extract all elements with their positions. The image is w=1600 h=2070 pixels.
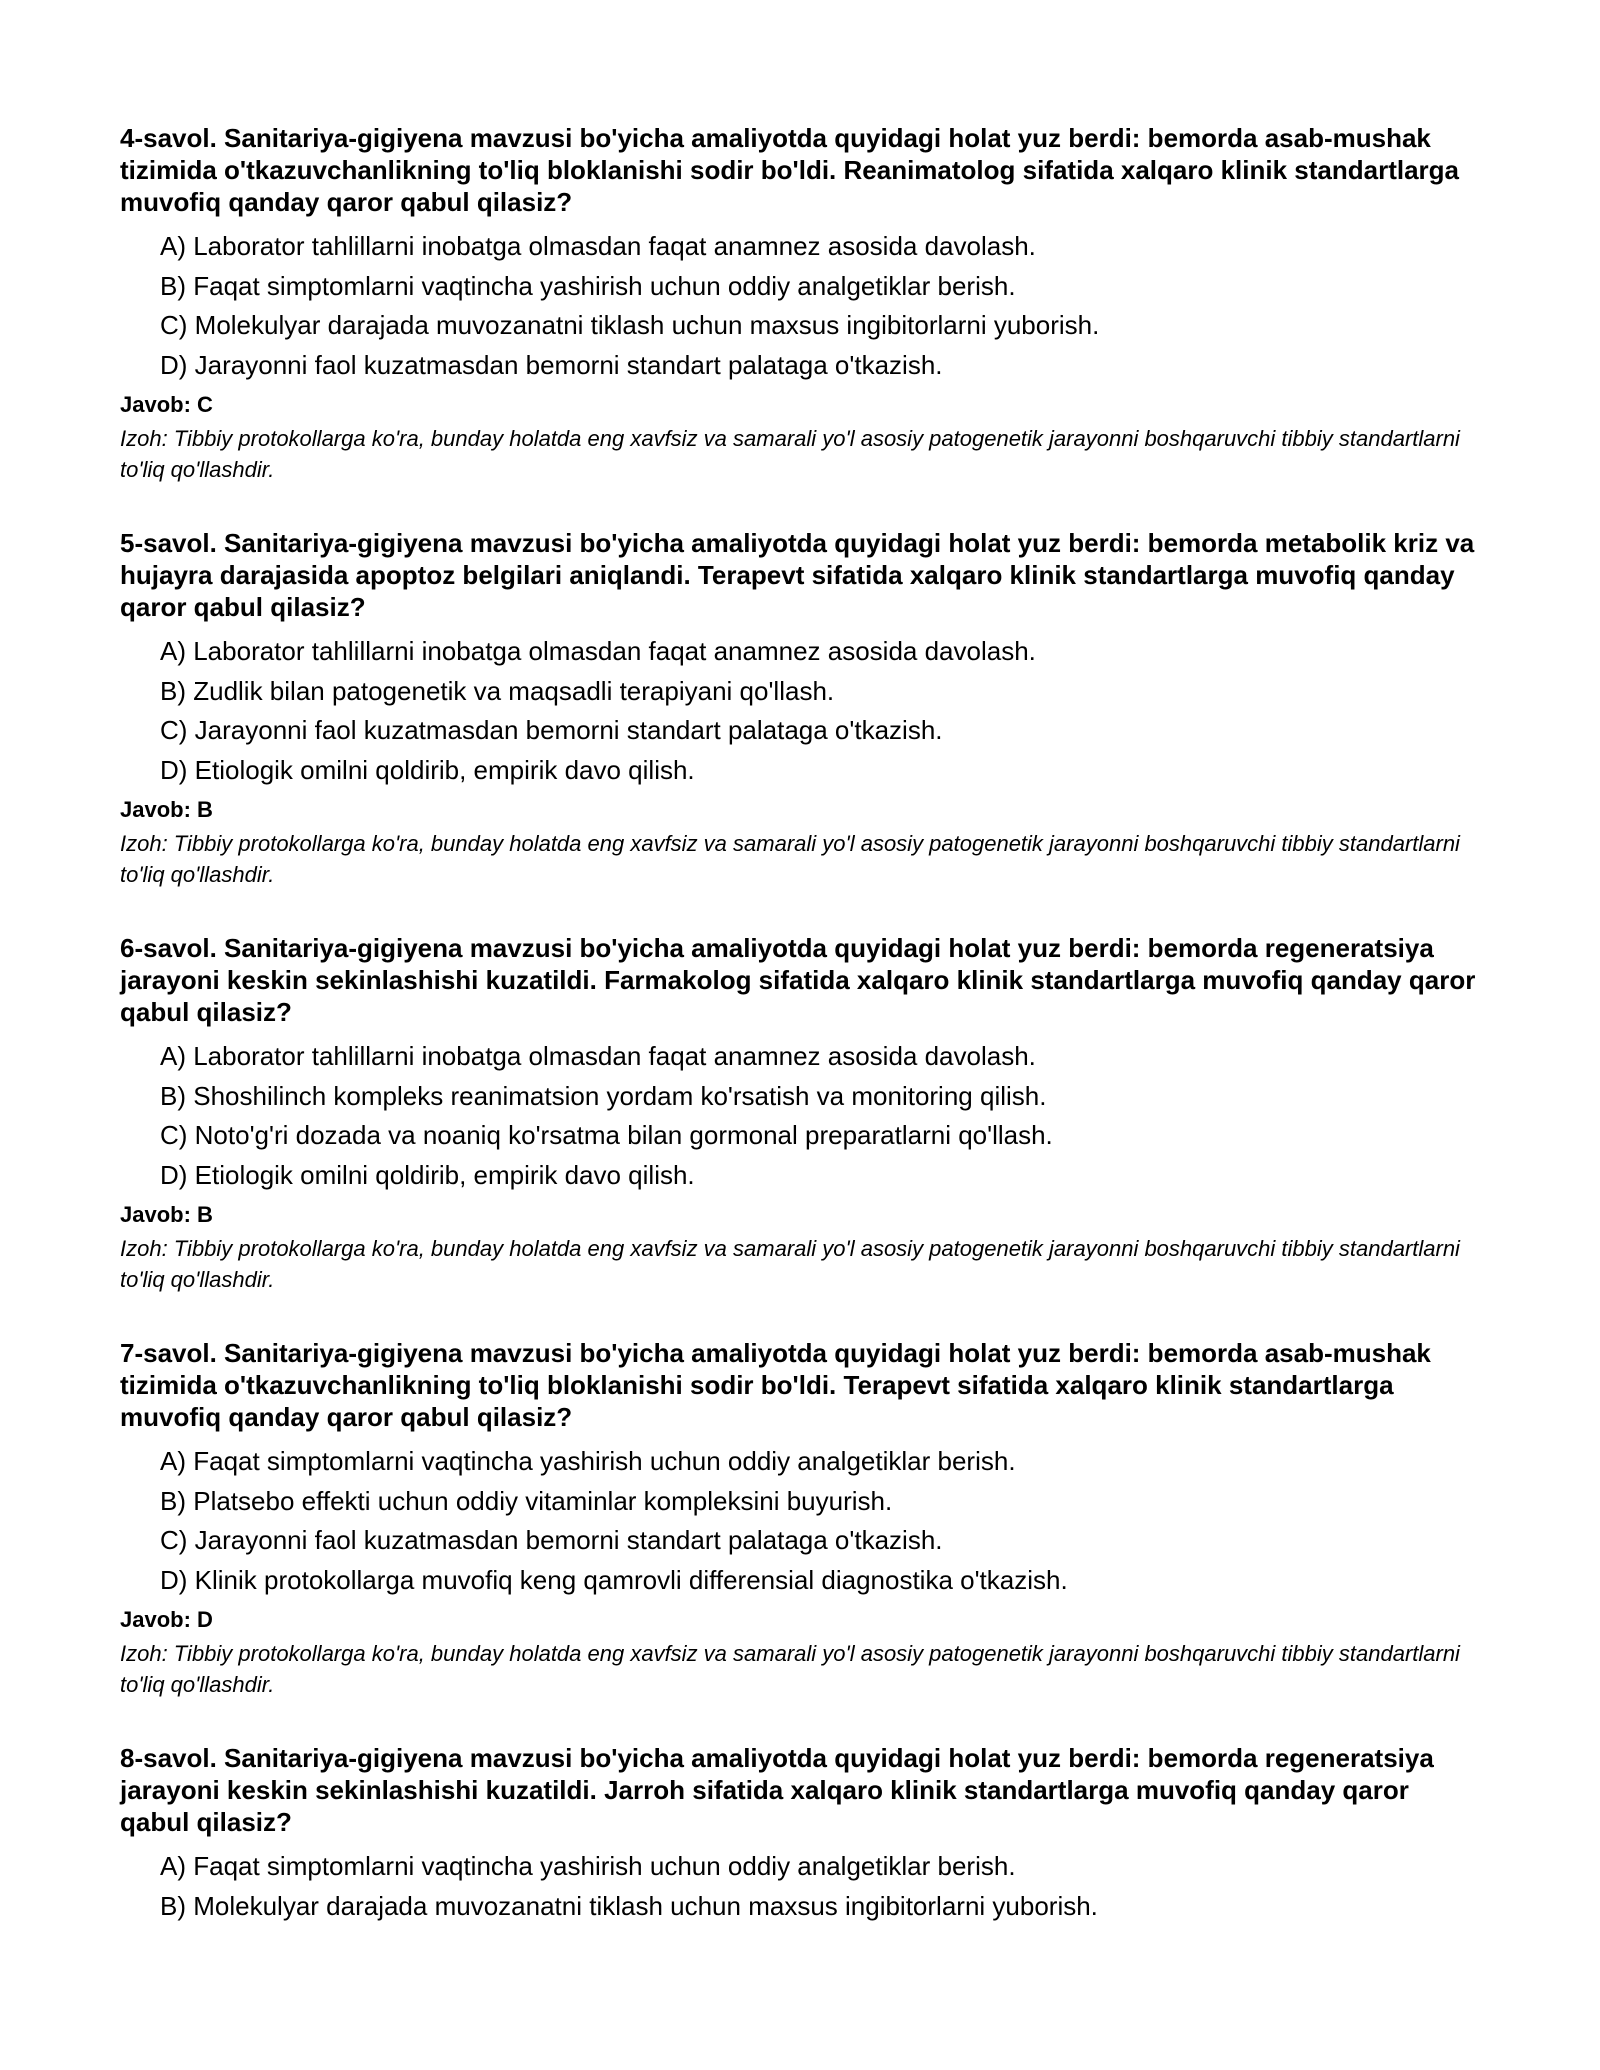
options-list — [120, 227, 1480, 385]
answer-label: Javob: C — [120, 392, 213, 417]
question-block — [120, 527, 1480, 890]
question-title: 7-savol. Sanitariya-gigiyena mavzusi bo'yicha amaliyotda quyidagi holat yuz berdi: bemorda asab-mushak tizimida o'tkazuvchanlikning to'liq bloklanishi sodir bo'ldi. Terapevt sifatida xalqaro klinik standartlarga muvofiq qanday qaror qabul qilasiz? — [120, 1338, 1431, 1432]
question-block — [120, 1337, 1480, 1700]
option-a: A) Laborator tahlillarni inobatga olmasdan faqat anamnez asosida davolash. — [160, 1041, 1036, 1071]
option-c: C) Jarayonni faol kuzatmasdan bemorni standart palataga o'tkazish. — [160, 1525, 943, 1555]
option-d: D) Klinik protokollarga muvofiq keng qamrovli differensial diagnostika o'tkazish. — [160, 1564, 1068, 1595]
option-d: D) Etiologik omilni qoldirib, empirik davo qilish. — [160, 1159, 695, 1190]
options-list — [120, 1037, 1480, 1195]
question-block — [120, 122, 1480, 485]
option-a: A) Faqat simptomlarni vaqtincha yashirish uchun oddiy analgetiklar berish. — [160, 1851, 1016, 1881]
question-block — [120, 932, 1480, 1295]
option-c: C) Jarayonni faol kuzatmasdan bemorni standart palataga o'tkazish. — [160, 715, 943, 745]
option-a: A) Faqat simptomlarni vaqtincha yashirish uchun oddiy analgetiklar berish. — [160, 1446, 1016, 1476]
options-list — [120, 1847, 1480, 1926]
option-c: C) Molekulyar darajada muvozanatni tiklash uchun maxsus ingibitorlarni yuborish. — [160, 310, 1100, 340]
answer-label: Javob: B — [120, 797, 213, 822]
option-d: D) Etiologik omilni qoldirib, empirik davo qilish. — [160, 754, 695, 785]
option-d: D) Jarayonni faol kuzatmasdan bemorni standart palataga o'tkazish. — [160, 349, 943, 380]
explanation-note: Izoh: Tibbiy protokollarga ko'ra, bunday holatda eng xavfsiz va samarali yo'l asosiy patogenetik jarayonni boshqaruvchi tibbiy standartlarni to'liq qo'llashdir. — [120, 831, 1460, 887]
option-b: B) Zudlik bilan patogenetik va maqsadli terapiyani qo'llash. — [160, 675, 835, 706]
answer-label: Javob: D — [120, 1607, 213, 1632]
document-page — [120, 122, 1480, 1968]
option-b: B) Platsebo effekti uchun oddiy vitaminlar kompleksini buyurish. — [160, 1485, 893, 1516]
question-title: 6-savol. Sanitariya-gigiyena mavzusi bo'yicha amaliyotda quyidagi holat yuz berdi: bemorda regeneratsiya jarayoni keskin sekinlashishi kuzatildi. Farmakolog sifatida xalqaro klinik standartlarga muvofiq qanday qaror qabul qilasiz? — [120, 933, 1476, 1027]
question-title: 4-savol. Sanitariya-gigiyena mavzusi bo'yicha amaliyotda quyidagi holat yuz berdi: bemorda asab-mushak tizimida o'tkazuvchanlikning to'liq bloklanishi sodir bo'ldi. Reanimatolog sifatida xalqaro klinik standartlarga muvofiq qanday qaror qabul qilasiz? — [120, 123, 1459, 217]
question-title: 5-savol. Sanitariya-gigiyena mavzusi bo'yicha amaliyotda quyidagi holat yuz berdi: bemorda metabolik kriz va hujayra darajasida apoptoz belgilari aniqlandi. Terapevt sifatida xalqaro klinik standartlarga muvofiq qanday qaror qabul qilasiz? — [120, 528, 1475, 622]
explanation-note: Izoh: Tibbiy protokollarga ko'ra, bunday holatda eng xavfsiz va samarali yo'l asosiy patogenetik jarayonni boshqaruvchi tibbiy standartlarni to'liq qo'llashdir. — [120, 1641, 1460, 1697]
question-block — [120, 1742, 1480, 1926]
answer-label: Javob: B — [120, 1202, 213, 1227]
options-list — [120, 1442, 1480, 1600]
options-list — [120, 632, 1480, 790]
option-b: B) Molekulyar darajada muvozanatni tiklash uchun maxsus ingibitorlarni yuborish. — [160, 1890, 1098, 1921]
explanation-note: Izoh: Tibbiy protokollarga ko'ra, bunday holatda eng xavfsiz va samarali yo'l asosiy patogenetik jarayonni boshqaruvchi tibbiy standartlarni to'liq qo'llashdir. — [120, 426, 1460, 482]
option-a: A) Laborator tahlillarni inobatga olmasdan faqat anamnez asosida davolash. — [160, 636, 1036, 666]
explanation-note: Izoh: Tibbiy protokollarga ko'ra, bunday holatda eng xavfsiz va samarali yo'l asosiy patogenetik jarayonni boshqaruvchi tibbiy standartlarni to'liq qo'llashdir. — [120, 1236, 1460, 1292]
option-b: B) Faqat simptomlarni vaqtincha yashirish uchun oddiy analgetiklar berish. — [160, 270, 1016, 301]
option-c: C) Noto'g'ri dozada va noaniq ko'rsatma bilan gormonal preparatlarni qo'llash. — [160, 1120, 1053, 1150]
option-a: A) Laborator tahlillarni inobatga olmasdan faqat anamnez asosida davolash. — [160, 231, 1036, 261]
option-b: B) Shoshilinch kompleks reanimatsion yordam ko'rsatish va monitoring qilish. — [160, 1080, 1047, 1111]
question-title: 8-savol. Sanitariya-gigiyena mavzusi bo'yicha amaliyotda quyidagi holat yuz berdi: bemorda regeneratsiya jarayoni keskin sekinlashishi kuzatildi. Jarroh sifatida xalqaro klinik standartlarga muvofiq qanday qaror qabul qilasiz? — [120, 1743, 1434, 1837]
